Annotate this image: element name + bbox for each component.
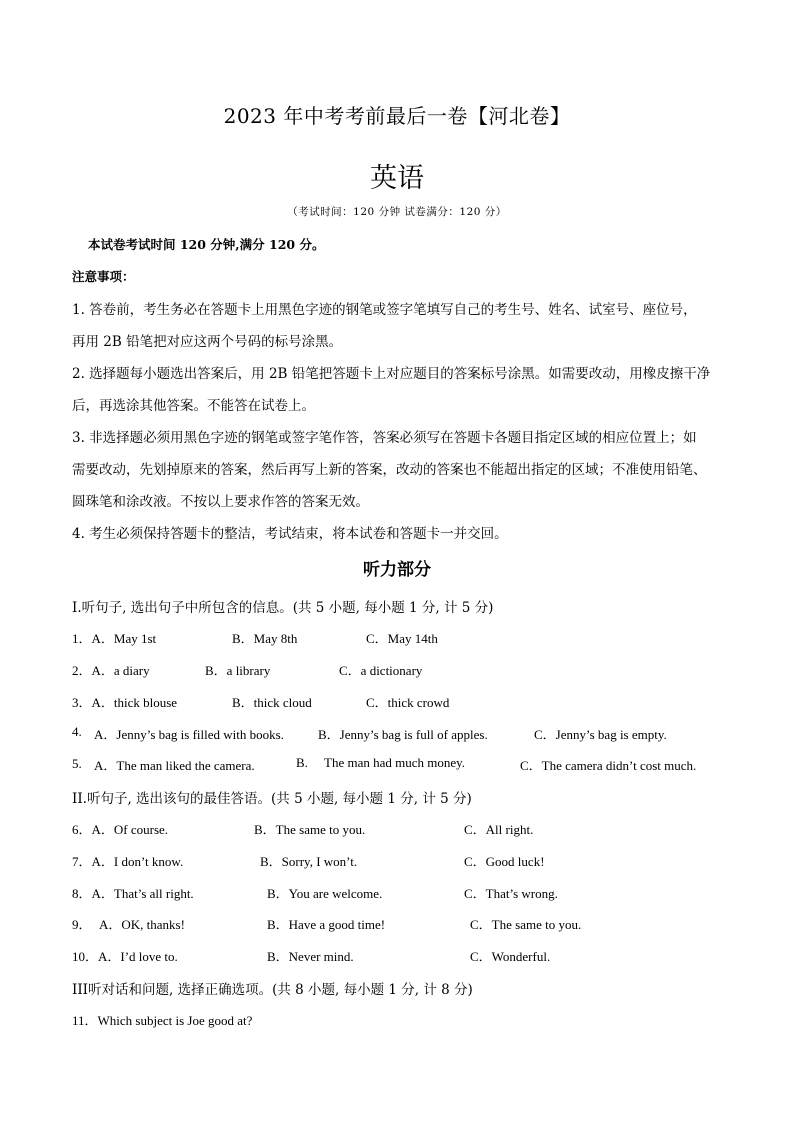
q7-option-c: C．Good luck! [464, 854, 545, 869]
q3-option-c: C．thick crowd [366, 695, 450, 710]
q10-option-a: 10．A．I’d love to. [72, 949, 178, 964]
q3-option-b: B．thick cloud [232, 695, 312, 710]
note-1-line-1: 1. 答卷前，考生务必在答题卡上用黑色字迹的钢笔或签字笔填写自己的考生号、姓名、试室号、座位号， [72, 302, 697, 318]
q9-option-a: A．OK, thanks! [99, 917, 185, 932]
q6-option-a: 6．A．Of course. [72, 822, 169, 837]
q2-option-a: 2．A．a diary [72, 663, 150, 678]
q3-option-a: 3．A．thick blouse [72, 695, 178, 710]
q7-option-b: B．Sorry, I won’t. [260, 854, 358, 869]
q6-option-b: B．The same to you. [254, 822, 366, 837]
q8-option-a: 8．A．That’s all right. [72, 886, 194, 901]
q2-option-b: B．a library [205, 663, 271, 678]
part-1-heading: I.听句子, 选出句子中所包含的信息。(共 5 小题, 每小题 1 分, 计 5 分) [72, 600, 494, 616]
q8-option-c: C．That’s wrong. [464, 886, 558, 901]
q10-option-b: B．Never mind. [267, 949, 354, 964]
q1-option-a: 1．A．May 1st [72, 631, 157, 646]
q10-option-c: C．Wonderful. [470, 949, 551, 964]
q5-option-b: The man had much money. [324, 755, 466, 770]
q9-option-b: B．Have a good time! [267, 917, 386, 932]
exam-meta: （考试时间：120 分钟 试卷满分：120 分） [287, 206, 507, 218]
q9-number: 9． [72, 917, 92, 932]
note-2-line-2: 后，再选涂其他答案。不能答在试卷上。 [72, 398, 315, 414]
q6-option-c: C．All right. [464, 822, 534, 837]
q7-option-a: 7．A．I don’t know. [72, 854, 184, 869]
exam-title: 2023 年中考考前最后一卷【河北卷】 [223, 104, 571, 128]
q11-question: 11．Which subject is Joe good at? [72, 1013, 253, 1028]
part-3-heading: III听对话和问题, 选择正确选项。(共 8 小题, 每小题 1 分, 计 8 分) [72, 982, 473, 998]
note-3-line-3: 圆珠笔和涂改液。不按以上要求作答的答案无效。 [72, 494, 369, 510]
exam-intro: 本试卷考试时间 120 分钟,满分 120 分。 [88, 237, 325, 252]
q4-option-c: C．Jenny’s bag is empty. [534, 727, 667, 742]
q1-option-b: B．May 8th [232, 631, 298, 646]
note-3-line-2: 需要改动，先划掉原来的答案，然后再写上新的答案，改动的答案也不能超出指定的区域；不准使用铅笔、 [72, 462, 707, 478]
q5-option-b-label: B. [296, 755, 308, 770]
part-2-heading: II.听句子, 选出该句的最佳答语。(共 5 小题, 每小题 1 分, 计 5 分) [72, 791, 472, 807]
q5-option-c: C．The camera didn’t cost much. [520, 758, 697, 773]
note-3-line-1: 3. 非选择题必须用黑色字迹的钢笔或签字笔作答，答案必须写在答题卡各题目指定区域的相应位置上；如 [72, 430, 697, 446]
note-4-line-1: 4. 考生必须保持答题卡的整洁，考试结束，将本试卷和答题卡一并交回。 [72, 526, 508, 542]
q5-number: 5. [72, 756, 82, 771]
q4-option-a: A．Jenny’s bag is filled with books. [94, 727, 284, 742]
note-2-line-1: 2. 选择题每小题选出答案后，用 2B 铅笔把答题卡上对应题目的答案标号涂黑。如需要改动，用橡皮擦干净 [72, 366, 711, 382]
q8-option-b: B．You are welcome. [267, 886, 383, 901]
note-1-line-2: 再用 2B 铅笔把对应这两个号码的标号涂黑。 [72, 334, 343, 350]
q4-number: 4. [72, 724, 82, 739]
q9-option-c: C．The same to you. [470, 917, 582, 932]
q5-option-a: A．The man liked the camera. [94, 758, 255, 773]
q1-option-c: C．May 14th [366, 631, 438, 646]
notes-title: 注意事项： [72, 269, 135, 284]
subject-title: 英语 [370, 163, 424, 194]
q4-option-b: B．Jenny’s bag is full of apples. [318, 727, 488, 742]
q2-option-c: C．a dictionary [339, 663, 423, 678]
listening-section-title: 听力部分 [363, 560, 431, 580]
